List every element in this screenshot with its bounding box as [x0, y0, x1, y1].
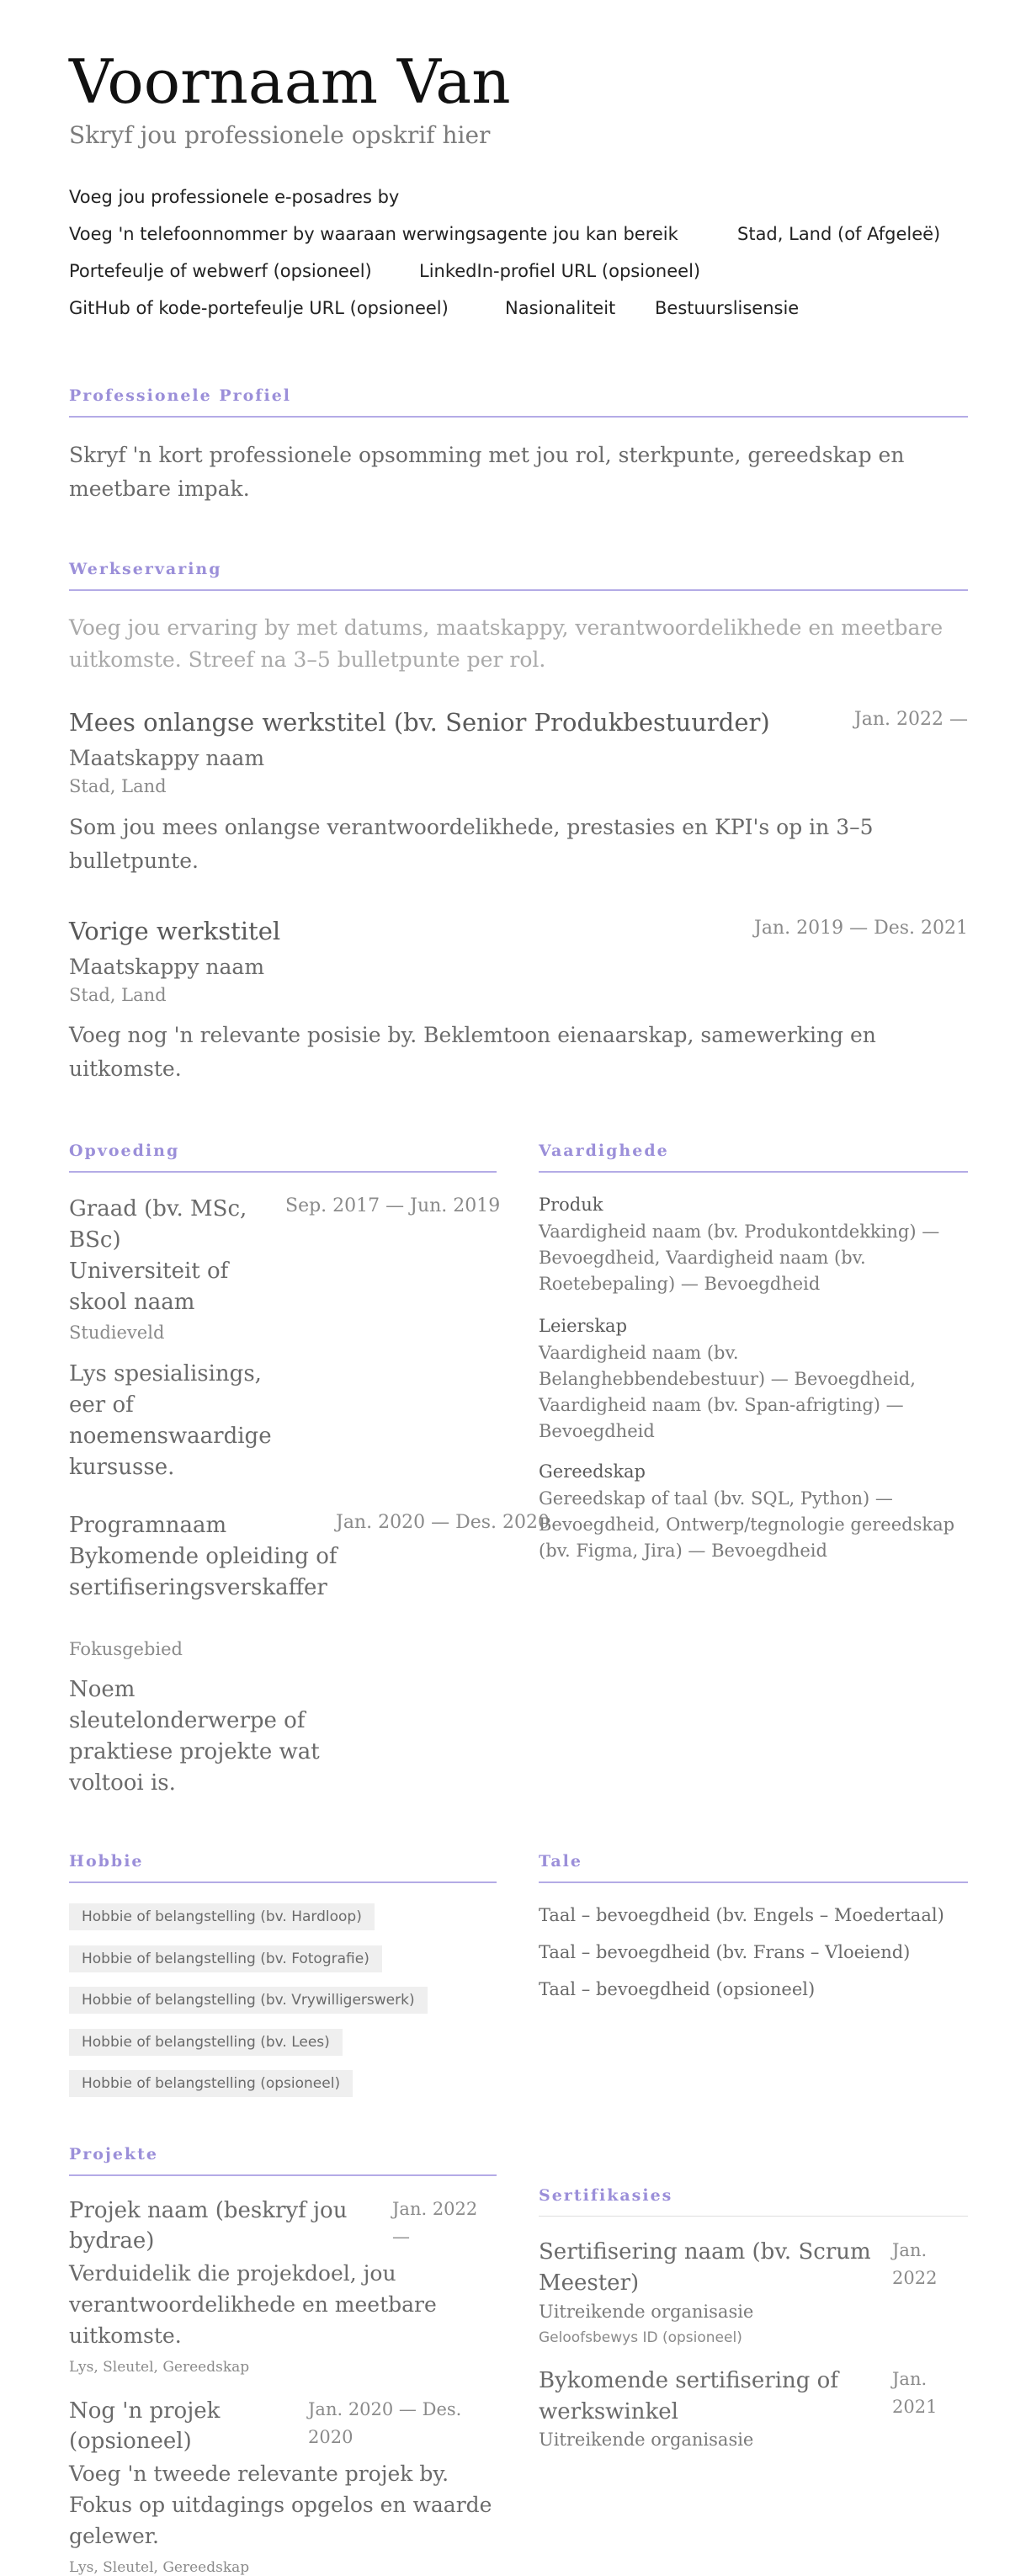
project-name: Projek naam (beskryf jou bydrae): [69, 2198, 348, 2254]
education-degree: Graad (bv. MSc, BSc): [69, 1196, 247, 1253]
language-item: Taal – bevoegdheid (bv. Engels – Moedertaal): [539, 1905, 944, 1925]
hobbies-divider: [69, 1881, 497, 1883]
certification-issuer: Uitreikende organisasie: [539, 2302, 754, 2322]
languages-section-title: Tale: [539, 1852, 582, 1871]
hobby-tag: Hobbie of belangstelling (bv. Vrywilligerswerk): [69, 1987, 428, 2014]
certification-date: Jan. 2022: [892, 2240, 938, 2288]
contact-linkedin[interactable]: LinkedIn-profiel URL (opsioneel): [419, 261, 701, 281]
job-location: Stad, Land: [69, 776, 167, 796]
hobby-tag: Hobbie of belangstelling (opsioneel): [69, 2070, 353, 2097]
profile-summary: Skryf 'n kort professionele opsomming met jou rol, sterkpunte, gereedskap en meetbare impak.: [69, 443, 905, 501]
languages-divider: [539, 1881, 968, 1883]
project-date: Jan. 2022 —: [392, 2199, 478, 2247]
skills-divider: [539, 1171, 968, 1173]
education-description: Lys spesialisings, eer of noemenswaardige kursusse.: [69, 1361, 272, 1480]
project-description: Verduidelik die projekdoel, jou verantwoordelikhede en meetbare uitkomste.: [69, 2261, 437, 2348]
projects-section-title: Projekte: [69, 2145, 158, 2164]
project-tags: Lys, Sleutel, Gereedskap: [69, 2359, 250, 2376]
education-institution: Universiteit of skool naam: [69, 1259, 229, 1315]
language-item: Taal – bevoegdheid (opsioneel): [539, 1979, 816, 1999]
skill-items: Vaardigheid naam (bv. Belanghebbendebestuur) — Bevoegdheid, Vaardigheid naam (bv. Span-afrigting) — Bevoegdheid: [539, 1343, 916, 1441]
certification-credential: Geloofsbewys ID (opsioneel): [539, 2329, 742, 2346]
job-date: Jan. 2019 — Des. 2021: [754, 918, 968, 939]
contact-phone[interactable]: Voeg 'n telefoonnommer by waaraan werwingsagente jou kan bereik: [69, 224, 678, 244]
experience-intro: Voeg jou ervaring by met datums, maatskappy, verantwoordelikhede en meetbare uitkomste. Streef na 3–5 bulletpunte per rol.: [69, 615, 944, 672]
certification-name: Sertifisering naam (bv. Scrum Meester): [539, 2239, 871, 2296]
job-location: Stad, Land: [69, 985, 167, 1005]
skills-section-title: Vaardighede: [539, 1142, 669, 1160]
education-date: Sep. 2017 — Jun. 2019: [285, 1195, 501, 1216]
contact-license: Bestuurslisensie: [655, 298, 800, 318]
resume-headline: Skryf jou professionele opskrif hier: [69, 121, 491, 149]
project-description: Voeg 'n tweede relevante projek by. Fokus op uitdagings opgelos en waarde gelewer.: [69, 2462, 492, 2548]
certifications-divider: [539, 2216, 968, 2217]
hobbies-section-title: Hobbie: [69, 1852, 144, 1871]
skill-items: Vaardigheid naam (bv. Produkontdekking) — Bevoegdheid, Vaardigheid naam (bv. Roetebepaling) — Bevoegdheid: [539, 1221, 940, 1294]
experience-divider: [69, 589, 968, 591]
project-date: Jan. 2020 — Des. 2020: [308, 2399, 462, 2447]
skill-items: Gereedskap of taal (bv. SQL, Python) — Bevoegdheid, Ontwerp/tegnologie gereedskap (bv. Figma, Jira) — Bevoegdheid: [539, 1488, 955, 1561]
hobby-tag: Hobbie of belangstelling (bv. Fotografie): [69, 1945, 382, 1972]
education-field: Studieveld: [69, 1323, 165, 1343]
job-description: Voeg nog 'n relevante posisie by. Beklemtoon eienaarskap, samewerking en uitkomste.: [69, 1023, 876, 1081]
experience-section-title: Werkservaring: [69, 560, 222, 578]
contact-github[interactable]: GitHub of kode-portefeulje URL (opsioneel): [69, 298, 449, 318]
certifications-section-title: Sertifikasies: [539, 2186, 673, 2205]
hobby-tag: Hobbie of belangstelling (bv. Lees): [69, 2029, 343, 2056]
language-item: Taal – bevoegdheid (bv. Frans – Vloeiend): [539, 1942, 911, 1962]
job-date: Jan. 2022 —: [853, 709, 968, 730]
skill-category: Leierskap: [539, 1316, 628, 1336]
education-description: Noem sleutelonderwerpe of praktiese projekte wat voltooi is.: [69, 1677, 320, 1796]
certification-date: Jan. 2021: [892, 2369, 938, 2417]
education-degree: Programnaam: [69, 1513, 227, 1538]
projects-divider: [69, 2174, 497, 2176]
contact-nationality: Nasionaliteit: [505, 298, 616, 318]
skill-category: Produk: [539, 1195, 603, 1215]
job-company: Maatskappy naam: [69, 746, 265, 770]
contact-location: Stad, Land (of Afgeleë): [737, 224, 941, 244]
profile-section-title: Professionele Profiel: [69, 386, 292, 405]
job-description: Som jou mees onlangse verantwoordelikhede, prestasies en KPI's op in 3–5 bulletpunte.: [69, 815, 874, 873]
job-title: Vorige werkstitel: [69, 917, 281, 945]
certification-name: Bykomende sertifisering of werkswinkel: [539, 2368, 838, 2424]
job-title: Mees onlangse werkstitel (bv. Senior Produkbestuurder): [69, 708, 770, 737]
skill-category: Gereedskap: [539, 1461, 646, 1482]
contact-portfolio[interactable]: Portefeulje of webwerf (opsioneel): [69, 261, 372, 281]
education-field: Fokusgebied: [69, 1639, 183, 1659]
hobby-tag: Hobbie of belangstelling (bv. Hardloop): [69, 1903, 375, 1930]
contact-email[interactable]: Voeg jou professionele e-posadres by: [69, 187, 400, 207]
education-divider: [69, 1171, 497, 1173]
job-company: Maatskappy naam: [69, 955, 265, 979]
project-name: Nog 'n projek (opsioneel): [69, 2398, 221, 2454]
project-tags: Lys, Sleutel, Gereedskap: [69, 2559, 250, 2576]
education-section-title: Opvoeding: [69, 1142, 180, 1160]
profile-divider: [69, 416, 968, 418]
education-institution: Bykomende opleiding of sertifiseringsverskaffer: [69, 1544, 338, 1600]
certification-issuer: Uitreikende organisasie: [539, 2430, 754, 2450]
resume-name: Voornaam Van: [69, 46, 511, 117]
education-date: Jan. 2020 — Des. 2020: [336, 1512, 550, 1533]
